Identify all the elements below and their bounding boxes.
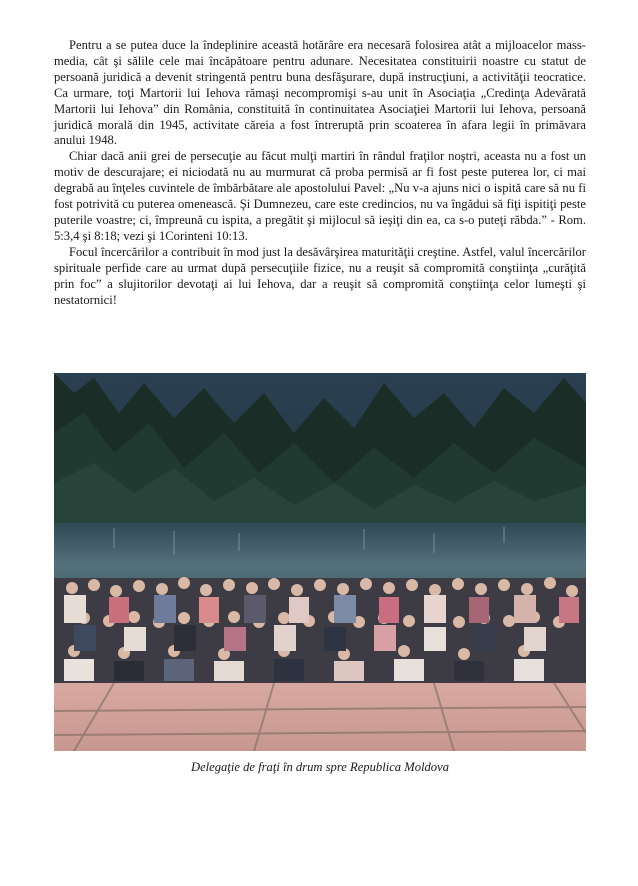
paragraph-1: Pentru a se putea duce la îndeplinire această hotărâre era necesară folosirea atât a mijloacelor mass-media, cât şi sălile cele mai încăpătoare pentru adunare. Necesitatea constituirii noastre cu statut de persoană juridică a devenit stringentă pentru buna desfăşurare, după instrucţiuni, a activităţii teocratice. Ca urmare, toţi Martorii lui Iehova rămaşi necompromişi s-au unit în Asociaţia „Credinţa Adevărată Martorii lui Iehova” din România, constituită în continuitatea Asociaţiei Martorii lui Iehova, persoană juridică morală din 1945, activitate căreia a fost întreruptă prin scoaterea în afara legii în primăvara anului 1948. — [54, 38, 586, 148]
article-text — [54, 38, 586, 308]
group-photo — [54, 373, 586, 751]
paragraph-2: Chiar dacă anii grei de persecuţie au făcut mulţi martiri în rândul fraţilor noştri, aceasta nu a fost un motiv de descurajare; ei niciodată nu au murmurat că proba permisă ar fi fost peste puterea lor, ci mai degrabă au înţeles cuvintele de îmbărbătare ale apostolului Pavel: „Nu v-a ajuns nici o ispită care să nu fi fost potrivită cu puterea omenească. Şi Dumnezeu, care este credincios, nu va îngădui să fiţi ispitiţi peste puterile voastre; ci, împreună cu ispita, a pregătit şi mijlocul să ieşiţi din ea, ca s-o puteţi răbda.” - Rom. 5:3,4 şi 8:18; vezi şi 1Corinteni 10:13. — [54, 149, 586, 243]
paved-floor — [54, 683, 586, 751]
paragraph-3: Focul încercărilor a contribuit în mod just la desăvârşirea maturităţii creştine. Astfel, valul încercărilor spirituale perfide care au urmat după persecuţiile fizice, nu a reuşit să compromită conştiinţa „curăţită prin foc” a slujitorilor devotaţi ai lui Iehova, dar a reuşit să compromită conştiinţa celor lumeşti şi nestatornici! — [54, 244, 586, 307]
crowd — [54, 577, 586, 688]
photo-caption: Delegaţie de fraţi în drum spre Republica Moldova — [190, 760, 449, 774]
